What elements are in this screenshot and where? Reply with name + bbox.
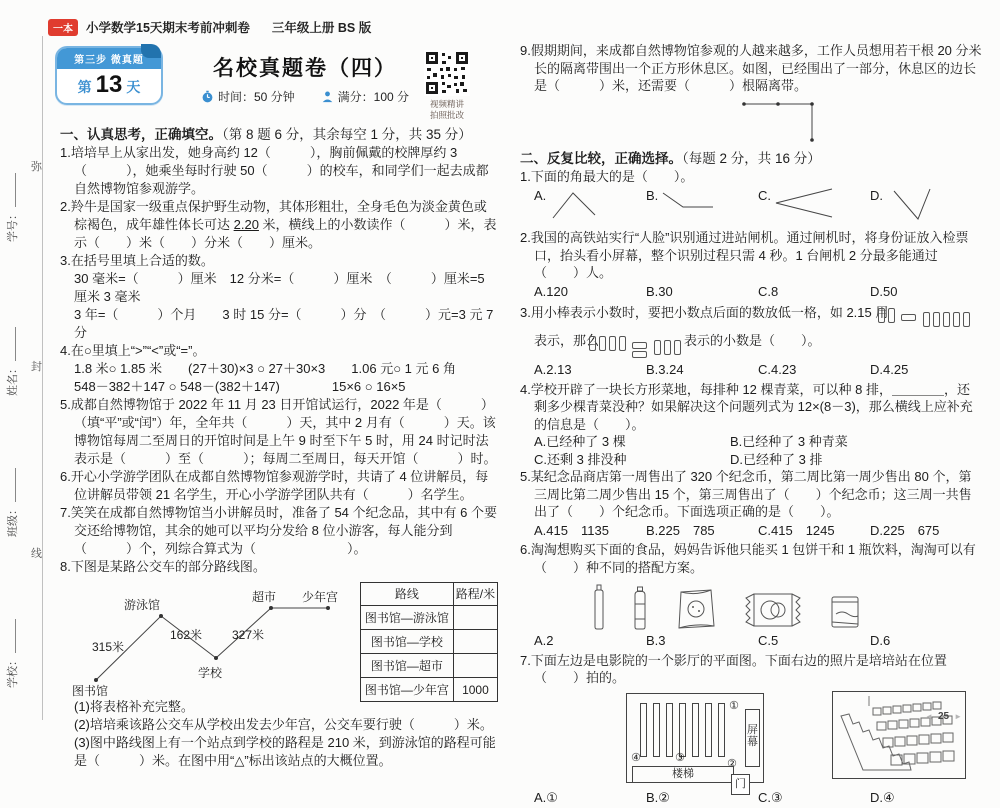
qr-code <box>424 50 470 96</box>
sticks-example <box>890 308 971 330</box>
question-2-1: 1.下面的角最大的是（ ）。 <box>520 168 694 184</box>
person-icon <box>321 90 334 103</box>
plan-position-2: ② <box>727 757 737 770</box>
next-page-arrow: ► <box>954 712 962 721</box>
wrapped-biscuit-icon <box>744 590 802 630</box>
partial-square-figure <box>738 98 982 149</box>
question-1-4-row1: 1.8 米○ 1.85 米 (27＋30)×3 ○ 27＋30×3 1.06 元○ 1 元 6 角 <box>74 361 456 376</box>
angle-c-figure <box>774 187 836 221</box>
day-suffix: 天 <box>126 79 141 95</box>
route-label-school: 学校 <box>198 666 223 680</box>
seal-char-2: 封 <box>31 361 42 373</box>
route-label-pool: 游泳馆 <box>124 598 161 612</box>
snack-cup-icon <box>828 592 862 630</box>
question-1-3-title: 3.在括号里填上合适的数。 <box>60 253 214 268</box>
table-row: 图书馆—超市 <box>361 654 498 678</box>
question-2-7: 7.下面左边是电影院的一个影厅的平面图。下面右边的照片是培培站在位置（ ）拍的。 <box>520 652 947 685</box>
question-1-3-row1: 30 毫米=（ ）厘米 12 分米=（ ）厘米 （ ）厘米=5 厘米 3 毫米 <box>74 271 485 304</box>
question-2-3: 3.用小棒表示小数时，要把小数点后面的数放低一格，如 2.15 用 表示，那么 表示的小数是（ ）。 <box>520 302 982 360</box>
food-icons-row <box>520 578 982 630</box>
question-1-2: 2.羚牛是国家一级重点保护野生动物，其体形粗壮，全身毛色为淡金黄色或棕褐色，成年雄性体长可达 2.20 米，横线上的小数读作（ ）米，表示（ ）米（ ）分米（ ）厘米。 <box>60 199 497 250</box>
badge-corner-fold <box>141 44 161 58</box>
angle-option-c: C. <box>758 187 870 221</box>
cinema-photo <box>832 691 966 779</box>
question-1-9: 9.假期期间，来成都自然博物馆参观的人越来越多，工作人员想用若干根 20 分米长的隔离带围出一个正方形休息区。如图，已经围出了一部分，休息区的边长是（ ）米，还需要（ ）根隔离带。 <box>520 43 982 93</box>
sticks-question <box>601 336 682 360</box>
question-1-5: 5.成都自然博物馆于 2022 年 11 月 23 日开馆试运行，2022 年是（ ）（填“平”或“闰”）年，全年共（ ）天，其中 2 月有（ ）天。该博物馆每周二至周日的开馆时间是上午 9 时至下午 5 时，用 24 时记时法表示是（ ）至（ ）；每周二至周日，每天开馆（ ）时。 <box>60 397 497 466</box>
seal-char-3: 线 <box>31 548 42 560</box>
drink-bottle-1-icon <box>592 584 606 630</box>
route-label-library: 图书馆 <box>72 684 109 698</box>
day-number: 13 <box>95 71 123 98</box>
cinema-floor-plan <box>626 693 764 790</box>
drink-bottle-2-icon <box>632 586 648 630</box>
left-column <box>60 126 498 770</box>
question-2-4: 4.学校开辟了一块长方形菜地，每排种 12 棵青菜，可以种 8 排，＿＿＿＿，还剩多少棵青菜没种？如果解决这个问题列式为 12×(8－3)，那么横线上应补充的信息是（ ）。 <box>520 381 973 432</box>
score-item: 满分：100 分 <box>321 88 409 105</box>
edition-label: 三年级上册 BS 版 <box>271 21 372 35</box>
question-1-8-sub1: (1)将表格补充完整。 <box>74 699 194 714</box>
angle-b-figure <box>661 187 715 217</box>
angle-options <box>520 187 982 227</box>
publisher-logo: 一本 <box>48 19 78 36</box>
angle-option-a: A. <box>534 187 646 221</box>
plan-position-4: ④ <box>631 751 641 764</box>
book-header <box>48 18 371 36</box>
table-header-distance: 路程/米 <box>453 583 497 606</box>
question-2-2: 2.我国的高铁站实行“人脸”识别通过进站闸机。通过闸机时，将身份证放入检票口，抬头看小屏幕，整个识别过程只需 4 秒。1 台闸机 2 分最多能通过（ ）人。 <box>520 230 969 280</box>
table-row: 图书馆—少年宫 1000 <box>361 678 498 702</box>
question-1-7: 7.笑笑在成都自然博物馆当小讲解员时，准备了 54 个纪念品，其中有 6 个要交还给博物馆，其余的她可以平均分发给 8 位小游客，每人能分到（ ）个，列综合算式为（ ）。 <box>60 505 497 556</box>
question-2-4-options: A.已经种了 3 棵 B.已经种了 3 种青菜 C.还剩 3 排没种 D.已经种了 3 排 <box>534 434 848 467</box>
badge-step-label: 第三步 微真题 <box>57 48 161 69</box>
angle-option-d: D. <box>870 187 982 223</box>
route-dist-162: 162米 <box>170 628 203 642</box>
plan-stairs-label: 楼梯 <box>632 766 734 783</box>
question-1-1: 1.培培早上从家出发，她身高约 12（ ），胸前佩戴的校牌厚约 3（ ），她乘坐每时行驶 50（ ）的校车，和同学们一起去成都自然博物馆参观游学。 <box>60 145 489 196</box>
route-dist-315: 315米 <box>92 640 125 654</box>
seal-label-student-id: 学号： <box>4 164 20 242</box>
route-label-palace: 少年宫 <box>302 590 339 604</box>
question-2-6: 6.淘淘想购买下面的食品，妈妈告诉他只能买 1 包饼干和 1 瓶饮料，淘淘可以有（ ）种不同的搭配方案。 <box>520 542 976 575</box>
question-1-4-title: 4.在○里填上“>”“<”或“=”。 <box>60 343 206 358</box>
question-2-3-options: A.2.13 B.3.24 C.4.23 D.4.25 <box>534 362 909 377</box>
question-2-5-options: A.415 1135 B.225 785 C.415 1245 D.225 675 <box>534 522 940 538</box>
prev-page-arrow: ◄ <box>925 712 933 721</box>
seal-label-name: 姓名： <box>4 318 20 396</box>
section1-title: 一、认真思考，正确填空。（第 8 题 6 分，其余每空 1 分，共 35 分） <box>60 127 472 142</box>
qr-caption: 视频精讲 拍照批改 <box>429 99 464 120</box>
route-dist-327: 327米 <box>232 628 265 642</box>
route-table <box>360 582 498 702</box>
clock-icon <box>201 90 214 103</box>
cinema-figures-row <box>520 691 982 790</box>
page-number: ◄ 25 ► <box>925 711 962 722</box>
plan-door-label: 门 <box>731 774 750 795</box>
angle-d-figure <box>886 187 938 223</box>
table-row: 图书馆—游泳馆 <box>361 606 498 630</box>
seal-label-school: 学校： <box>4 610 20 688</box>
angle-option-b: B. <box>646 187 758 217</box>
question-1-8-sub3: (3)图中路线图上有一个站点到学校的路程是 210 米，到游泳馆的路程可能是（ ）米。在图中用“△”标出该站点的大概位置。 <box>74 735 496 768</box>
bus-route-diagram <box>66 580 366 696</box>
question-2-5: 5.某纪念品商店第一周售出了 320 个纪念币，第二周比第一周少售出 80 个，第三周比第二周少售出 15 个，第三周售出了（ ）个纪念币；这三周一共售出了（ ）个纪念币。下面选项正确的是（ ）。 <box>520 469 972 519</box>
paper-title: 名校真题卷（四） <box>213 57 397 80</box>
paper-meta <box>170 88 440 105</box>
angle-a-figure <box>549 187 601 221</box>
seal-vertical-line <box>42 36 43 720</box>
question-1-8-sub2: (2)培培乘该路公交车从学校出发去少年宫，公交车要行驶（ ）米。 <box>74 717 493 732</box>
seal-char-1: 弥 <box>31 161 42 173</box>
question-2-6-options: A.2 B.3 C.5 D.6 <box>534 633 891 648</box>
plan-position-1: ① <box>729 699 739 712</box>
right-column <box>520 42 982 808</box>
snack-bag-icon <box>674 588 718 630</box>
day-prefix: 第 <box>77 79 92 95</box>
table-row: 图书馆—学校 <box>361 630 498 654</box>
section2-title: 二、反复比较，正确选择。（每题 2 分，共 16 分） <box>520 151 821 166</box>
question-1-3-row2: 3 年=（ ）个月 3 时 15 分=（ ）分 （ ）元=3 元 7 分 <box>74 307 494 340</box>
bus-route-figure-row <box>60 580 498 698</box>
plan-screen-label: 屏幕 <box>745 709 760 767</box>
question-1-6: 6.开心小学游学团队在成都自然博物馆参观游学时，共请了 4 位讲解员，每位讲解员带领 21 名学生，开心小学游学团队共有（ ）名学生。 <box>60 469 489 502</box>
time-item: 时间：50 分钟 <box>201 88 295 105</box>
route-label-market: 超市 <box>252 590 277 604</box>
question-1-4-row2: 548－382＋147 ○ 548－(382＋147) 15×6 ○ 16×5 <box>74 379 406 394</box>
table-header-route: 路线 <box>361 583 454 606</box>
seal-label-class: 班级： <box>4 459 20 537</box>
question-2-7-options: A.① B.② C.③ D.④ <box>534 789 895 805</box>
question-1-8-title: 8.下图是某路公交车的部分路线图。 <box>60 559 266 574</box>
question-2-2-options: A.120 B.30 C.8 D.50 <box>534 283 898 299</box>
plan-position-3: ③ <box>675 751 685 764</box>
series-title: 小学数学15天期末考前冲刺卷 <box>86 21 250 35</box>
